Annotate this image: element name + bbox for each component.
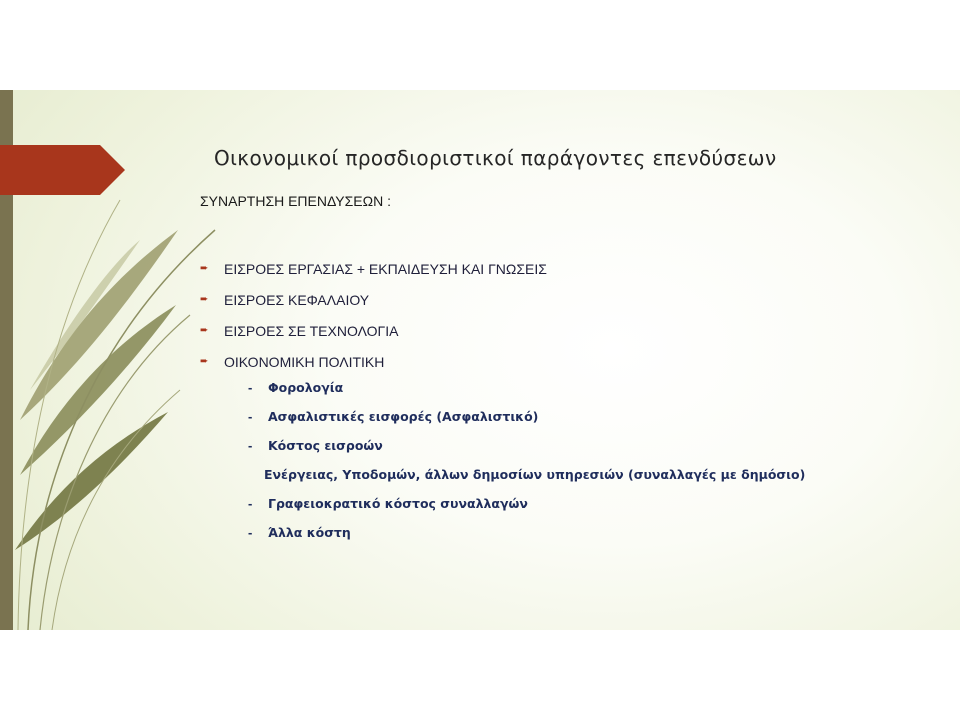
sub-item bbox=[248, 431, 805, 460]
slide-title: Οικονομικοί προσδιοριστικοί παράγοντες επενδύσεων bbox=[214, 146, 777, 170]
leaf-shape bbox=[15, 412, 168, 550]
bullet-item bbox=[200, 284, 547, 315]
sub-item bbox=[248, 489, 805, 518]
sub-item-text: Άλλα κόστη bbox=[268, 525, 351, 540]
bullet-text: ΟΙΚΟΝΟΜΙΚΗ ΠΟΛΙΤΙΚΗ bbox=[224, 353, 385, 370]
sub-list bbox=[248, 373, 805, 547]
dash-marker: - bbox=[248, 380, 253, 395]
sub-item-text: Φορολογία bbox=[268, 380, 344, 395]
bullet-text: ΕΙΣΡΟΕΣ ΕΡΓΑΣΙΑΣ + ΕΚΠΑΙΔΕΥΣΗ ΚΑΙ ΓΝΩΣΕΙΣ bbox=[224, 260, 547, 277]
sub-item-continuation bbox=[248, 460, 805, 489]
bullet-item bbox=[200, 315, 547, 346]
sub-item-text: Κόστος εισροών bbox=[268, 438, 383, 453]
arrow-bullet-icon: ➨ bbox=[200, 293, 209, 305]
title-accent-arrow bbox=[0, 145, 125, 195]
sub-item bbox=[248, 402, 805, 431]
arrow-bullet-icon: ➨ bbox=[200, 355, 209, 367]
sub-item-text: Γραφειοκρατικό κόστος συναλλαγών bbox=[268, 496, 528, 511]
sub-item-text: Ενέργειας, Υποδομών, άλλων δημοσίων υπηρεσιών (συναλλαγές με δημόσιο) bbox=[264, 467, 806, 482]
bullet-text: ΕΙΣΡΟΕΣ ΚΕΦΑΛΑΙΟΥ bbox=[224, 291, 370, 308]
sub-item bbox=[248, 518, 805, 547]
arrow-bullet-icon: ➨ bbox=[200, 324, 209, 336]
dash-marker: - bbox=[248, 525, 253, 540]
slide bbox=[0, 90, 960, 630]
dash-marker: - bbox=[248, 409, 253, 424]
sub-item-text: Ασφαλιστικές εισφορές (Ασφαλιστικό) bbox=[268, 409, 539, 424]
sub-item bbox=[248, 373, 805, 402]
bullet-list bbox=[200, 253, 547, 377]
arrow-bullet-icon: ➨ bbox=[200, 262, 209, 274]
dash-marker: - bbox=[248, 438, 253, 453]
bullet-item bbox=[200, 253, 547, 284]
bullet-text: ΕΙΣΡΟΕΣ ΣΕ ΤΕΧΝΟΛΟΓΙΑ bbox=[224, 322, 399, 339]
dash-marker: - bbox=[248, 496, 253, 511]
subheading: ΣΥΝΑΡΤΗΣΗ ΕΠΕΝΔΥΣΕΩΝ : bbox=[200, 193, 391, 209]
